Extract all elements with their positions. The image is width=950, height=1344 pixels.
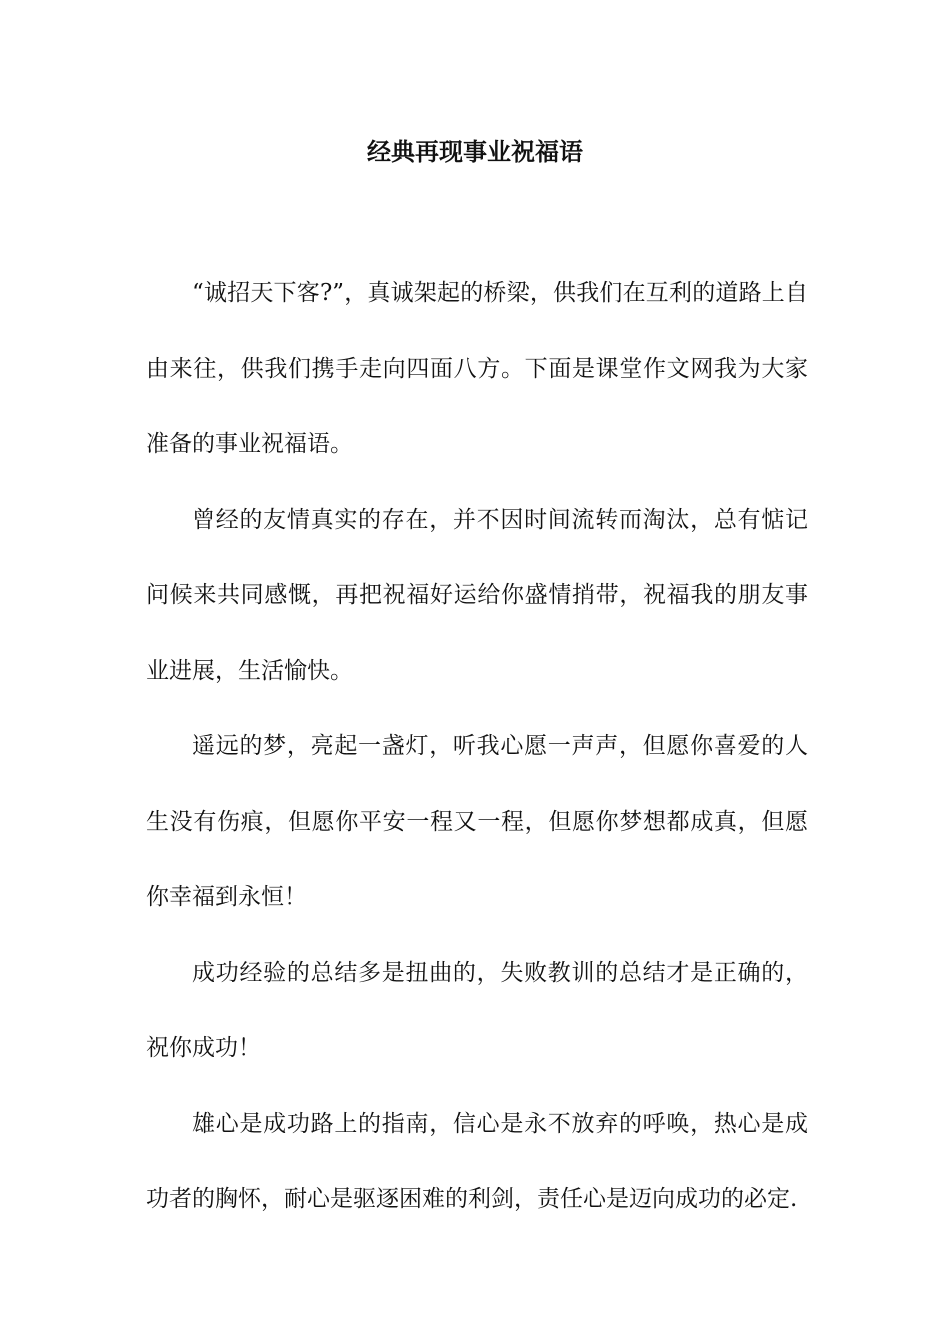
paragraph-3: 遥远的梦，亮起一盏灯，听我心愿一声声，但愿你喜爱的人生没有伤痕，但愿你平安一程又一程，但愿你梦想都成真，但愿你幸福到永恒！ bbox=[146, 733, 808, 910]
document-body bbox=[146, 256, 808, 1238]
paragraph-1: “诚招天下客?”，真诚架起的桥梁，供我们在互利的道路上自由来往，供我们携手走向四面八方。下面是课堂作文网我为大家准备的事业祝福语。 bbox=[146, 280, 808, 457]
paragraph-4: 成功经验的总结多是扭曲的，失败教训的总结才是正确的，祝你成功！ bbox=[146, 959, 808, 1061]
paragraph-5: 雄心是成功路上的指南，信心是永不放弃的呼唤，热心是成功者的胸怀，耐心是驱逐困难的利剑，责任心是迈向成功的必定. bbox=[146, 1110, 808, 1212]
paragraph-2: 曾经的友情真实的存在，并不因时间流转而淘汰，总有惦记问候来共同感慨，再把祝福好运给你盛情捎带，祝福我的朋友事业进展，生活愉快。 bbox=[146, 506, 808, 684]
document-title: 经典再现事业祝福语 bbox=[367, 138, 583, 166]
